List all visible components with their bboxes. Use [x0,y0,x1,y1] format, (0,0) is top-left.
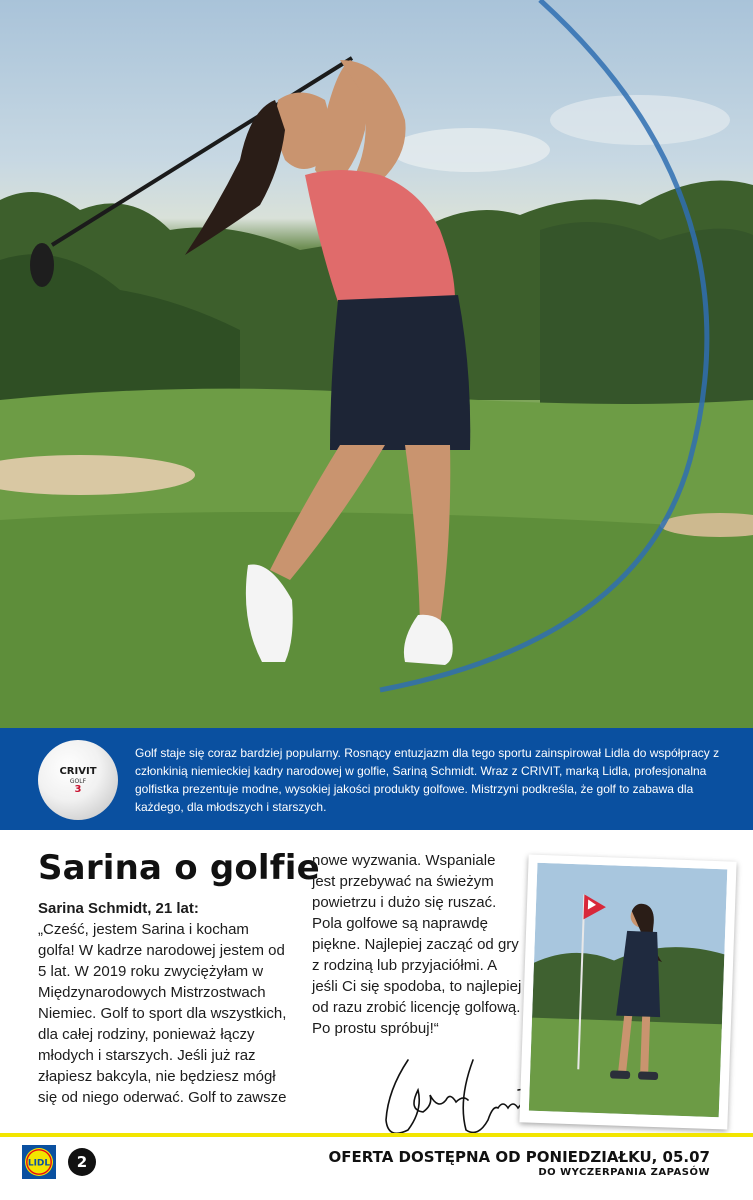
article-text-1: „Cześć, jestem Sarina i kocham golfa! W kadrze narodowej jestem od 5 lat. W 2019 roku zwyciężyłam w Międzynarodowych Mistrzostwach Niemiec. Golf to sport dla wszystkich, dla całej rodziny, ponieważ łączy młodych i starszych. Jeśli już raz złapiesz bakcyla, nie będziesz mógł się od niego oderwać. Golf to zawsze [38,921,287,1106]
golf-ball-image [38,740,118,820]
polaroid-photo [519,854,736,1129]
fairway-foreground [0,512,753,728]
golf-ball-model: GOLF [69,778,87,785]
article-title: Sarina o golfie [38,848,320,888]
offer-subline: DO WYCZERPANIA ZAPASÓW [538,1167,710,1178]
offer-line: OFERTA DOSTĘPNA OD PONIEDZIAŁKU, 05.07 [328,1148,710,1166]
cloud [390,128,550,172]
golf-club-head [30,243,54,287]
intro-text: Golf staje się coraz bardziej popularny. Rosnący entuzjazm dla tego sportu zainspirował Lidla do współpracy z członkinią niemieckiej kadry narodowej w golfie, Sariną Schmidt. Wraz z CRIVIT, marką Lidla, profesjonalna golfistka prezentuje modne, wysokiej jakości produkty golfowe. Mistrzyni podkreśla, że golf to zabawa dla każdego, dla młodszych i starszych. [135,746,720,814]
golf-ball-brand: CRIVIT [59,766,97,777]
page-number: 2 [68,1148,96,1176]
golf-ball-number: 3 [74,784,82,795]
article-column-1 [38,898,288,1108]
trees-right [540,222,753,430]
lidl-logo-text: LIDL [27,1158,51,1169]
golfer-portrait-illustration [529,863,728,1117]
article-author: Sarina Schmidt, 21 lat: [38,900,199,917]
golfer-skirt [330,295,470,450]
article-column-2: nowe wyzwania. Wspaniale jest przebywać na świeżym powietrzu i dużo się ruszać. Pola golfowe są naprawdę piękne. Najlepiej zacząć od gry z rodziną lub przyjaciółmi. A jeśli Ci się spodoba, to najlepiej od razu zrobić licencję golfową. Po prostu spróbuj!“ [312,852,522,1037]
footer-divider [0,1133,753,1137]
lidl-logo [22,1145,56,1179]
